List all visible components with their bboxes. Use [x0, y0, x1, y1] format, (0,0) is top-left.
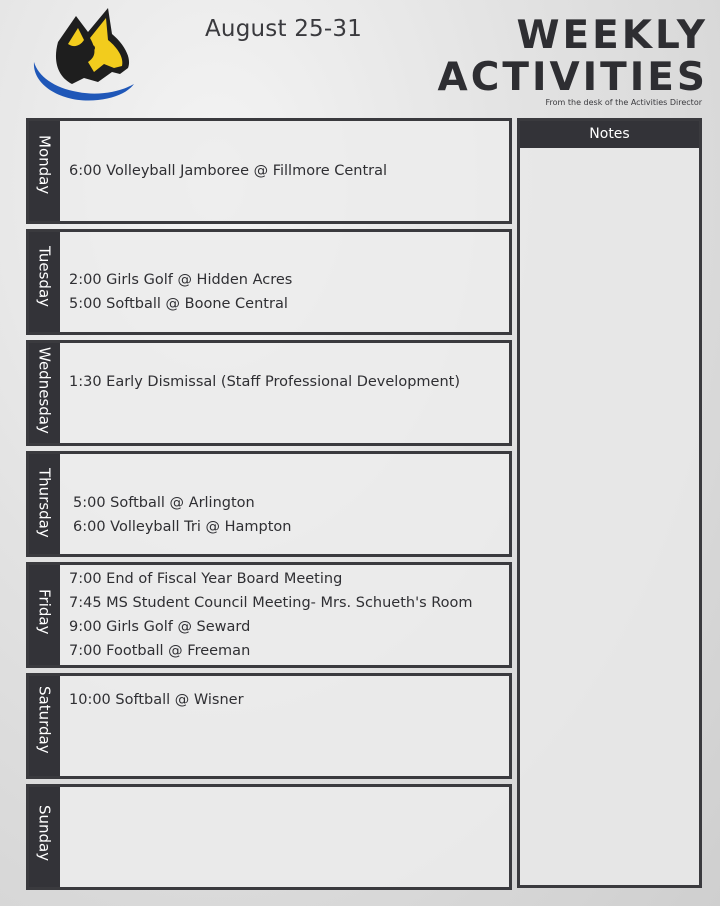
event-item: 6:00 Volleyball Jamboree @ Fillmore Central [69, 163, 388, 179]
day-events-monday [69, 121, 503, 221]
event-item: 5:00 Softball @ Boone Central [69, 296, 288, 312]
day-events-wednesday [69, 343, 503, 443]
husky-logo-icon [28, 4, 140, 104]
day-label-tuesday: Tuesday [35, 246, 54, 308]
page-title [438, 14, 708, 98]
notes-panel [517, 118, 702, 888]
day-events-thursday [73, 454, 503, 554]
day-label-wednesday: Wednesday [35, 347, 54, 434]
date-range: August 25-31 [205, 16, 363, 42]
day-block-sunday [26, 784, 512, 890]
day-label-sunday: Sunday [35, 805, 54, 862]
day-block-wednesday [26, 340, 512, 446]
event-item: 1:30 Early Dismissal (Staff Professional Development) [69, 374, 460, 390]
event-item: 7:00 Football @ Freeman [69, 643, 251, 659]
event-item: 6:00 Volleyball Tri @ Hampton [73, 519, 292, 535]
notes-heading: Notes [520, 121, 699, 148]
day-block-thursday [26, 451, 512, 557]
event-item: 7:45 MS Student Council Meeting- Mrs. Schueth's Room [69, 595, 473, 611]
event-item: 10:00 Softball @ Wisner [69, 692, 244, 708]
day-label-saturday: Saturday [35, 686, 54, 754]
event-item: 7:00 End of Fiscal Year Board Meeting [69, 571, 343, 587]
event-item: 5:00 Softball @ Arlington [73, 495, 255, 511]
day-events-friday [69, 565, 503, 665]
day-label-friday: Friday [35, 589, 54, 635]
page-subtitle: From the desk of the Activities Director [545, 98, 702, 107]
title-line-weekly: WEEKLY [516, 13, 708, 58]
day-block-monday [26, 118, 512, 224]
day-block-tuesday [26, 229, 512, 335]
day-label-monday: Monday [35, 135, 54, 195]
day-events-tuesday [69, 232, 503, 332]
day-block-friday [26, 562, 512, 668]
day-label-thursday: Thursday [35, 468, 54, 538]
event-item: 9:00 Girls Golf @ Seward [69, 619, 251, 635]
day-events-sunday [69, 787, 503, 887]
event-item: 2:00 Girls Golf @ Hidden Acres [69, 272, 293, 288]
title-line-activities: ACTIVITIES [437, 55, 708, 100]
day-events-saturday [69, 676, 503, 776]
day-block-saturday [26, 673, 512, 779]
